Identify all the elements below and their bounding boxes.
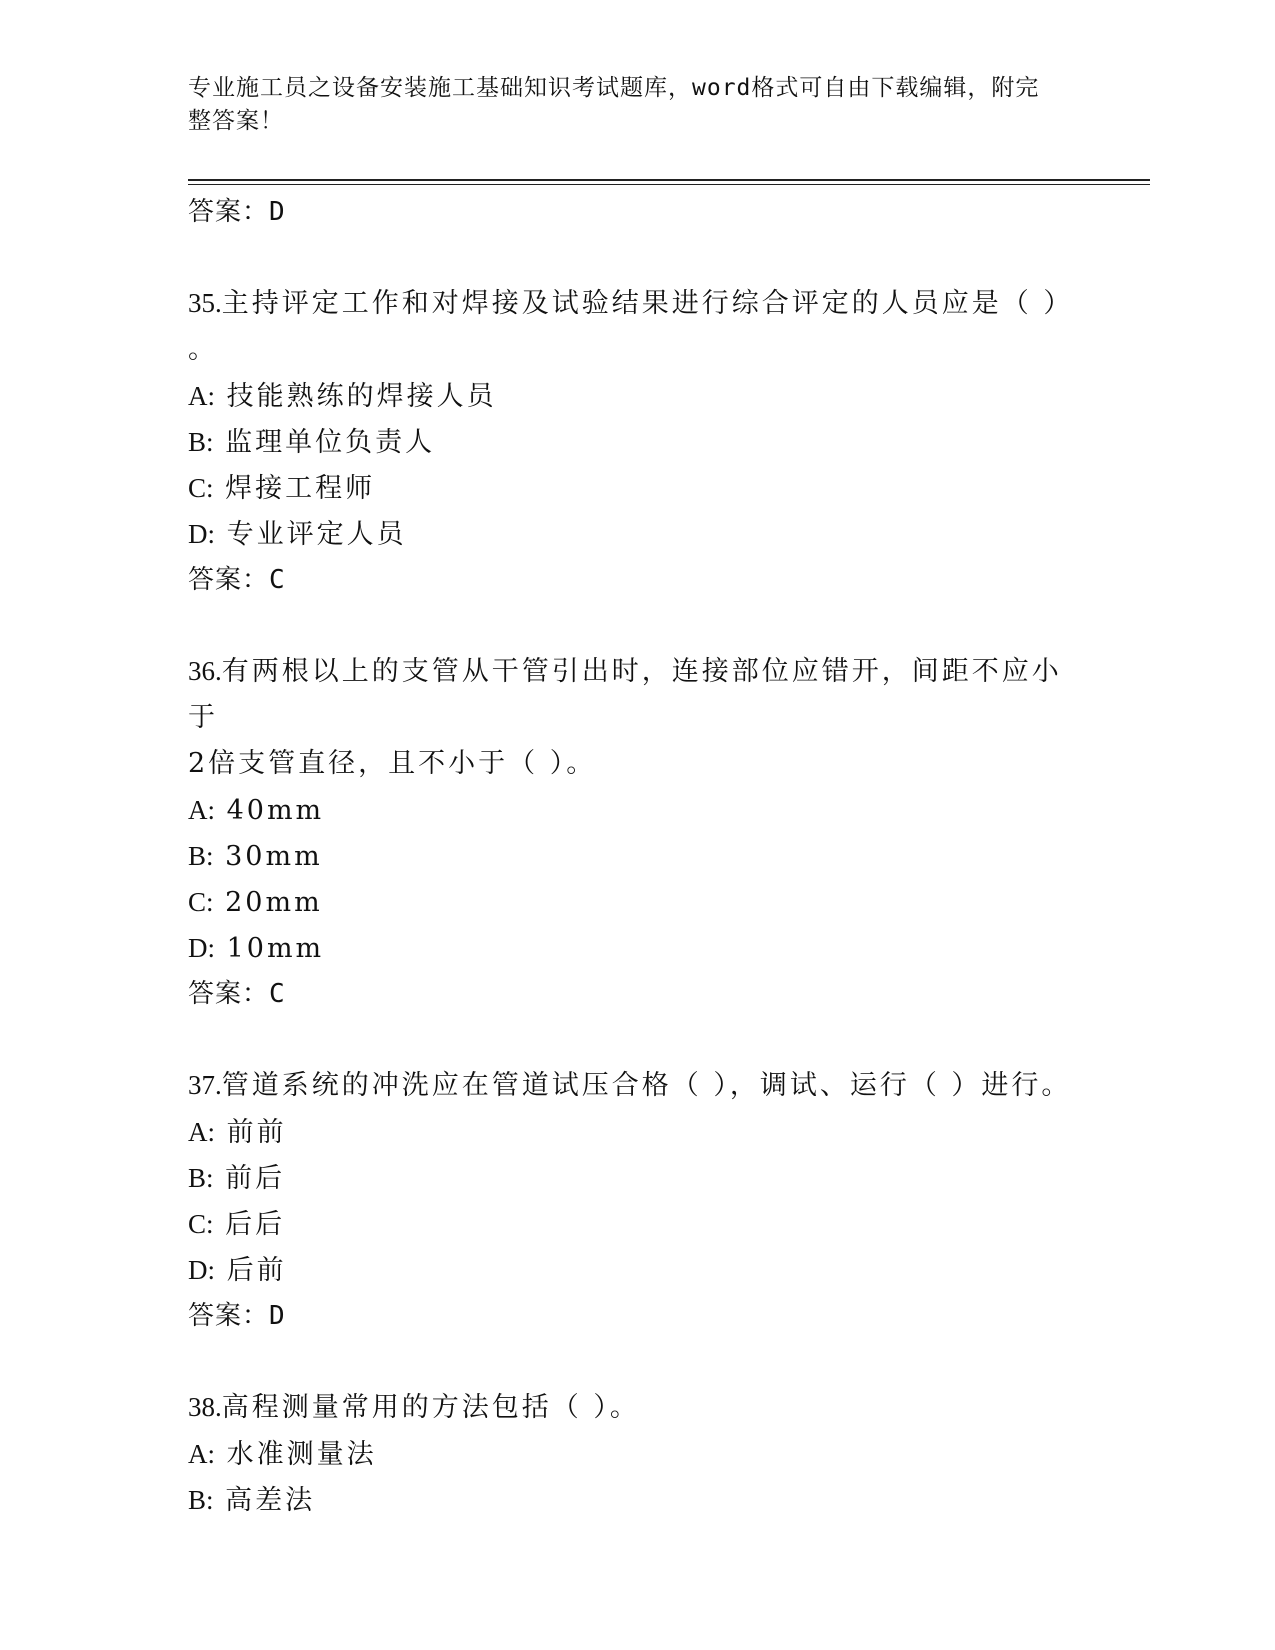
- header-line-2: 整答案！: [188, 108, 284, 134]
- question-38: [188, 1384, 1088, 1523]
- option-a: [188, 787, 1088, 833]
- spacer: [188, 1017, 1088, 1062]
- question-35: [188, 280, 1088, 603]
- option-key: A:: [188, 1117, 215, 1147]
- question-number: 38.: [188, 1392, 222, 1422]
- spacer: [188, 1339, 1088, 1384]
- answer-line: [188, 189, 1088, 235]
- option-c: [188, 1201, 1088, 1247]
- option-text: 水准测量法: [226, 1439, 377, 1470]
- answer-value: C: [269, 565, 286, 595]
- answer-line: [188, 1293, 1088, 1339]
- option-key: D:: [188, 933, 215, 963]
- question-37: [188, 1062, 1088, 1339]
- option-text: 高差法: [225, 1485, 316, 1516]
- option-d: [188, 1247, 1088, 1293]
- question-stem: 高程测量常用的方法包括（ ）。: [221, 1392, 640, 1423]
- document-body: [188, 189, 1088, 1523]
- answer-value: D: [269, 1301, 286, 1331]
- option-b: [188, 1477, 1088, 1523]
- answer-label: 答案：: [188, 979, 270, 1009]
- option-a: [188, 1431, 1088, 1477]
- option-key: A:: [188, 381, 215, 411]
- option-text: 10mm: [226, 933, 325, 964]
- option-key: B:: [188, 1485, 214, 1515]
- option-a: [188, 1109, 1088, 1155]
- option-text: 技能熟练的焊接人员: [226, 381, 497, 412]
- option-text: 后后: [225, 1209, 286, 1240]
- question-number: 37.: [188, 1070, 222, 1100]
- option-text: 前前: [226, 1117, 287, 1148]
- answer-label: 答案：: [188, 1301, 270, 1331]
- answer-label: 答案：: [188, 197, 270, 227]
- option-key: B:: [188, 1163, 214, 1193]
- option-key: C:: [188, 887, 214, 917]
- header-line-1: 专业施工员之设备安装施工基础知识考试题库，word格式可自由下载编辑，附完: [188, 75, 1040, 101]
- question-36: [188, 648, 1088, 1017]
- option-key: D:: [188, 1255, 215, 1285]
- option-text: 专业评定人员: [226, 519, 407, 550]
- answer-value: C: [269, 979, 286, 1009]
- option-text: 后前: [226, 1255, 287, 1286]
- question-text: [188, 648, 1088, 741]
- option-b: [188, 419, 1088, 465]
- header-divider-thin: [188, 184, 1150, 185]
- option-b: [188, 1155, 1088, 1201]
- answer-value: D: [269, 197, 286, 227]
- question-number: 35.: [188, 288, 222, 318]
- question-text-continued: 2倍支管直径，且不小于（ ）。: [188, 748, 597, 779]
- question-text: [188, 280, 1088, 327]
- option-key: C:: [188, 473, 214, 503]
- answer-line: [188, 557, 1088, 603]
- question-stem: 主持评定工作和对焊接及试验结果进行综合评定的人员应是（ ）: [221, 288, 1074, 319]
- answer-label: 答案：: [188, 565, 270, 595]
- question-number: 36.: [188, 656, 222, 686]
- option-key: B:: [188, 841, 214, 871]
- document-header: [188, 72, 1068, 138]
- spacer: [188, 235, 1088, 280]
- option-text: 焊接工程师: [225, 473, 376, 504]
- option-b: [188, 833, 1088, 879]
- option-key: C:: [188, 1209, 214, 1239]
- option-text: 40mm: [226, 795, 325, 826]
- option-c: [188, 879, 1088, 925]
- question-text-continued: 。: [188, 334, 218, 365]
- option-key: B:: [188, 427, 214, 457]
- option-key: A:: [188, 795, 215, 825]
- question-stem: 管道系统的冲洗应在管道试压合格（ ），调试、运行（ ）进行。: [221, 1070, 1072, 1101]
- option-key: A:: [188, 1439, 215, 1469]
- option-d: [188, 925, 1088, 971]
- option-d: [188, 511, 1088, 557]
- option-key: D:: [188, 519, 215, 549]
- option-text: 30mm: [225, 841, 323, 872]
- question-stem: 有两根以上的支管从干管引出时，连接部位应错开，间距不应小于: [188, 656, 1062, 733]
- question-text: [188, 1384, 1088, 1431]
- spacer: [188, 603, 1088, 648]
- header-divider-thick: [188, 179, 1150, 181]
- option-text: 20mm: [225, 887, 323, 918]
- question-text: [188, 1062, 1088, 1109]
- option-text: 前后: [225, 1163, 286, 1194]
- option-c: [188, 465, 1088, 511]
- option-a: [188, 373, 1088, 419]
- option-text: 监理单位负责人: [225, 427, 436, 458]
- answer-line: [188, 971, 1088, 1017]
